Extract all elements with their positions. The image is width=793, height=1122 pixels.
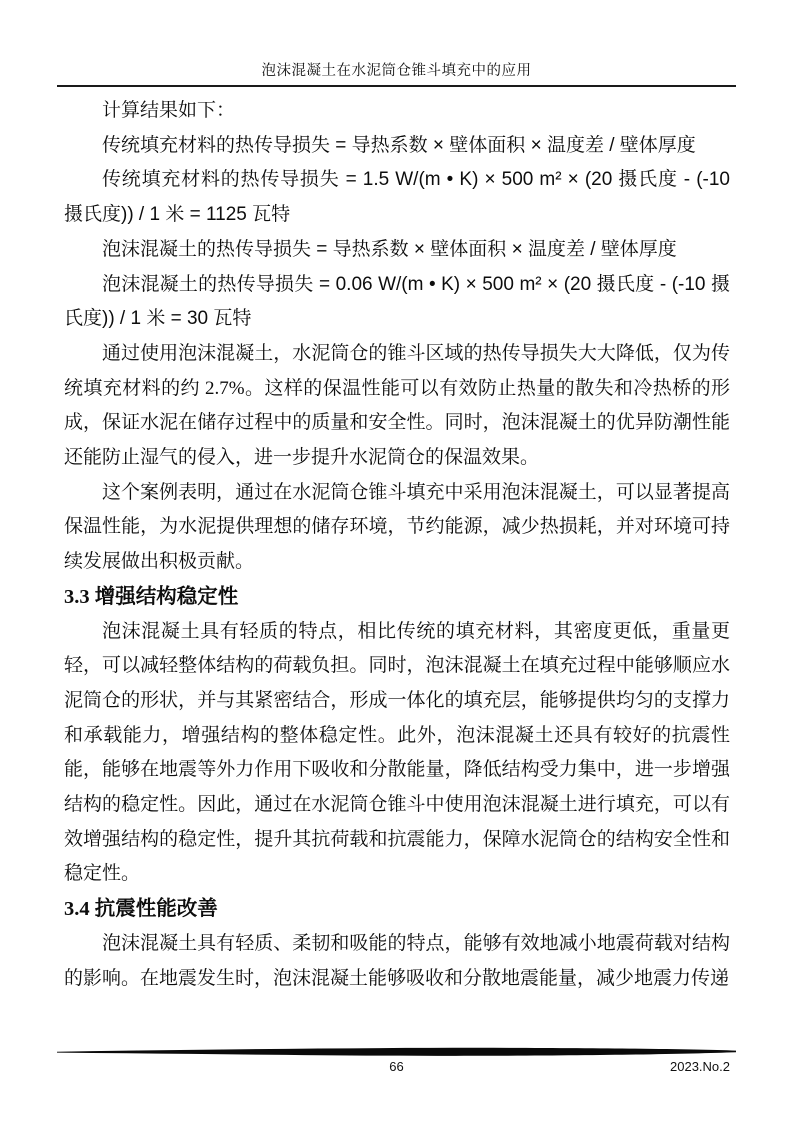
body-paragraph: 泡沫混凝土具有轻质的特点，相比传统的填充材料，其密度更低，重量更轻，可以减轻整体结构的荷载负担。同时，泡沫混凝土在填充过程中能够顺应水泥筒仓的形状，并与其紧密结合，形成一体化的填充层，能够提供均匀的支撑力和承载能力，增强结构的整体稳定性。此外，泡沫混凝土还具有较好的抗震性能，能够在地震等外力作用下吸收和分散能量，降低结构受力集中，进一步增强结构的稳定性。因此，通过在水泥筒仓锥斗中使用泡沫混凝土进行填充，可以有效增强结构的稳定性，提升其抗荷载和抗震能力，保障水泥筒仓的结构安全性和稳定性。 <box>64 620 730 885</box>
formula-line: 传统填充材料的热传导损失 = 1.5 W/(m • K) × 500 m² × (20 摄氏度 - (-10 摄氏度)) / 1 米 = 1125 瓦特 <box>64 169 730 226</box>
issue-label: 2023.No.2 <box>670 1059 730 1074</box>
body-paragraph: 泡沫混凝土具有轻质、柔韧和吸能的特点，能够有效地减小地震荷载对结构的影响。在地震发生时，泡沫混凝土能够吸收和分散地震能量，减少地震力传递 <box>64 932 730 989</box>
formula-line: 泡沫混凝土的热传导损失 = 0.06 W/(m • K) × 500 m² × (20 摄氏度 - (-10 摄氏度)) / 1 米 = 30 瓦特 <box>64 273 730 330</box>
section-heading: 3.3 增强结构稳定性 <box>64 585 239 608</box>
header-rule <box>57 85 736 87</box>
page-number: 66 <box>389 1059 404 1074</box>
tapered-rule-shape <box>57 1047 736 1057</box>
formula-line: 泡沫混凝土的热传导损失 = 导热系数 × 壁体面积 × 温度差 / 壁体厚度 <box>102 238 677 260</box>
document-body <box>64 94 730 996</box>
running-header-title: 泡沫混凝土在水泥筒仓锥斗填充中的应用 <box>261 63 532 79</box>
footer <box>57 1057 736 1077</box>
formula-line: 传统填充材料的热传导损失 = 导热系数 × 壁体面积 × 温度差 / 壁体厚度 <box>102 134 696 156</box>
footer-rule <box>57 1047 736 1057</box>
section-heading: 3.4 抗震性能改善 <box>64 898 218 921</box>
body-paragraph: 计算结果如下： <box>102 100 236 121</box>
body-paragraph: 通过使用泡沫混凝土，水泥筒仓的锥斗区域的热传导损失大大降低，仅为传统填充材料的约 2.7%。这样的保温性能可以有效防止热量的散失和冷热桥的形成，保证水泥在储存过程中的质量和安全性。同时，泡沫混凝土的优异防潮性能还能防止湿气的侵入，进一步提升水泥筒仓的保温效果。 <box>64 342 730 469</box>
body-paragraph: 这个案例表明，通过在水泥筒仓锥斗填充中采用泡沫混凝土，可以显著提高保温性能，为水泥提供理想的储存环境，节约能源，减少热损耗，并对环境可持续发展做出积极贡献。 <box>64 481 730 573</box>
